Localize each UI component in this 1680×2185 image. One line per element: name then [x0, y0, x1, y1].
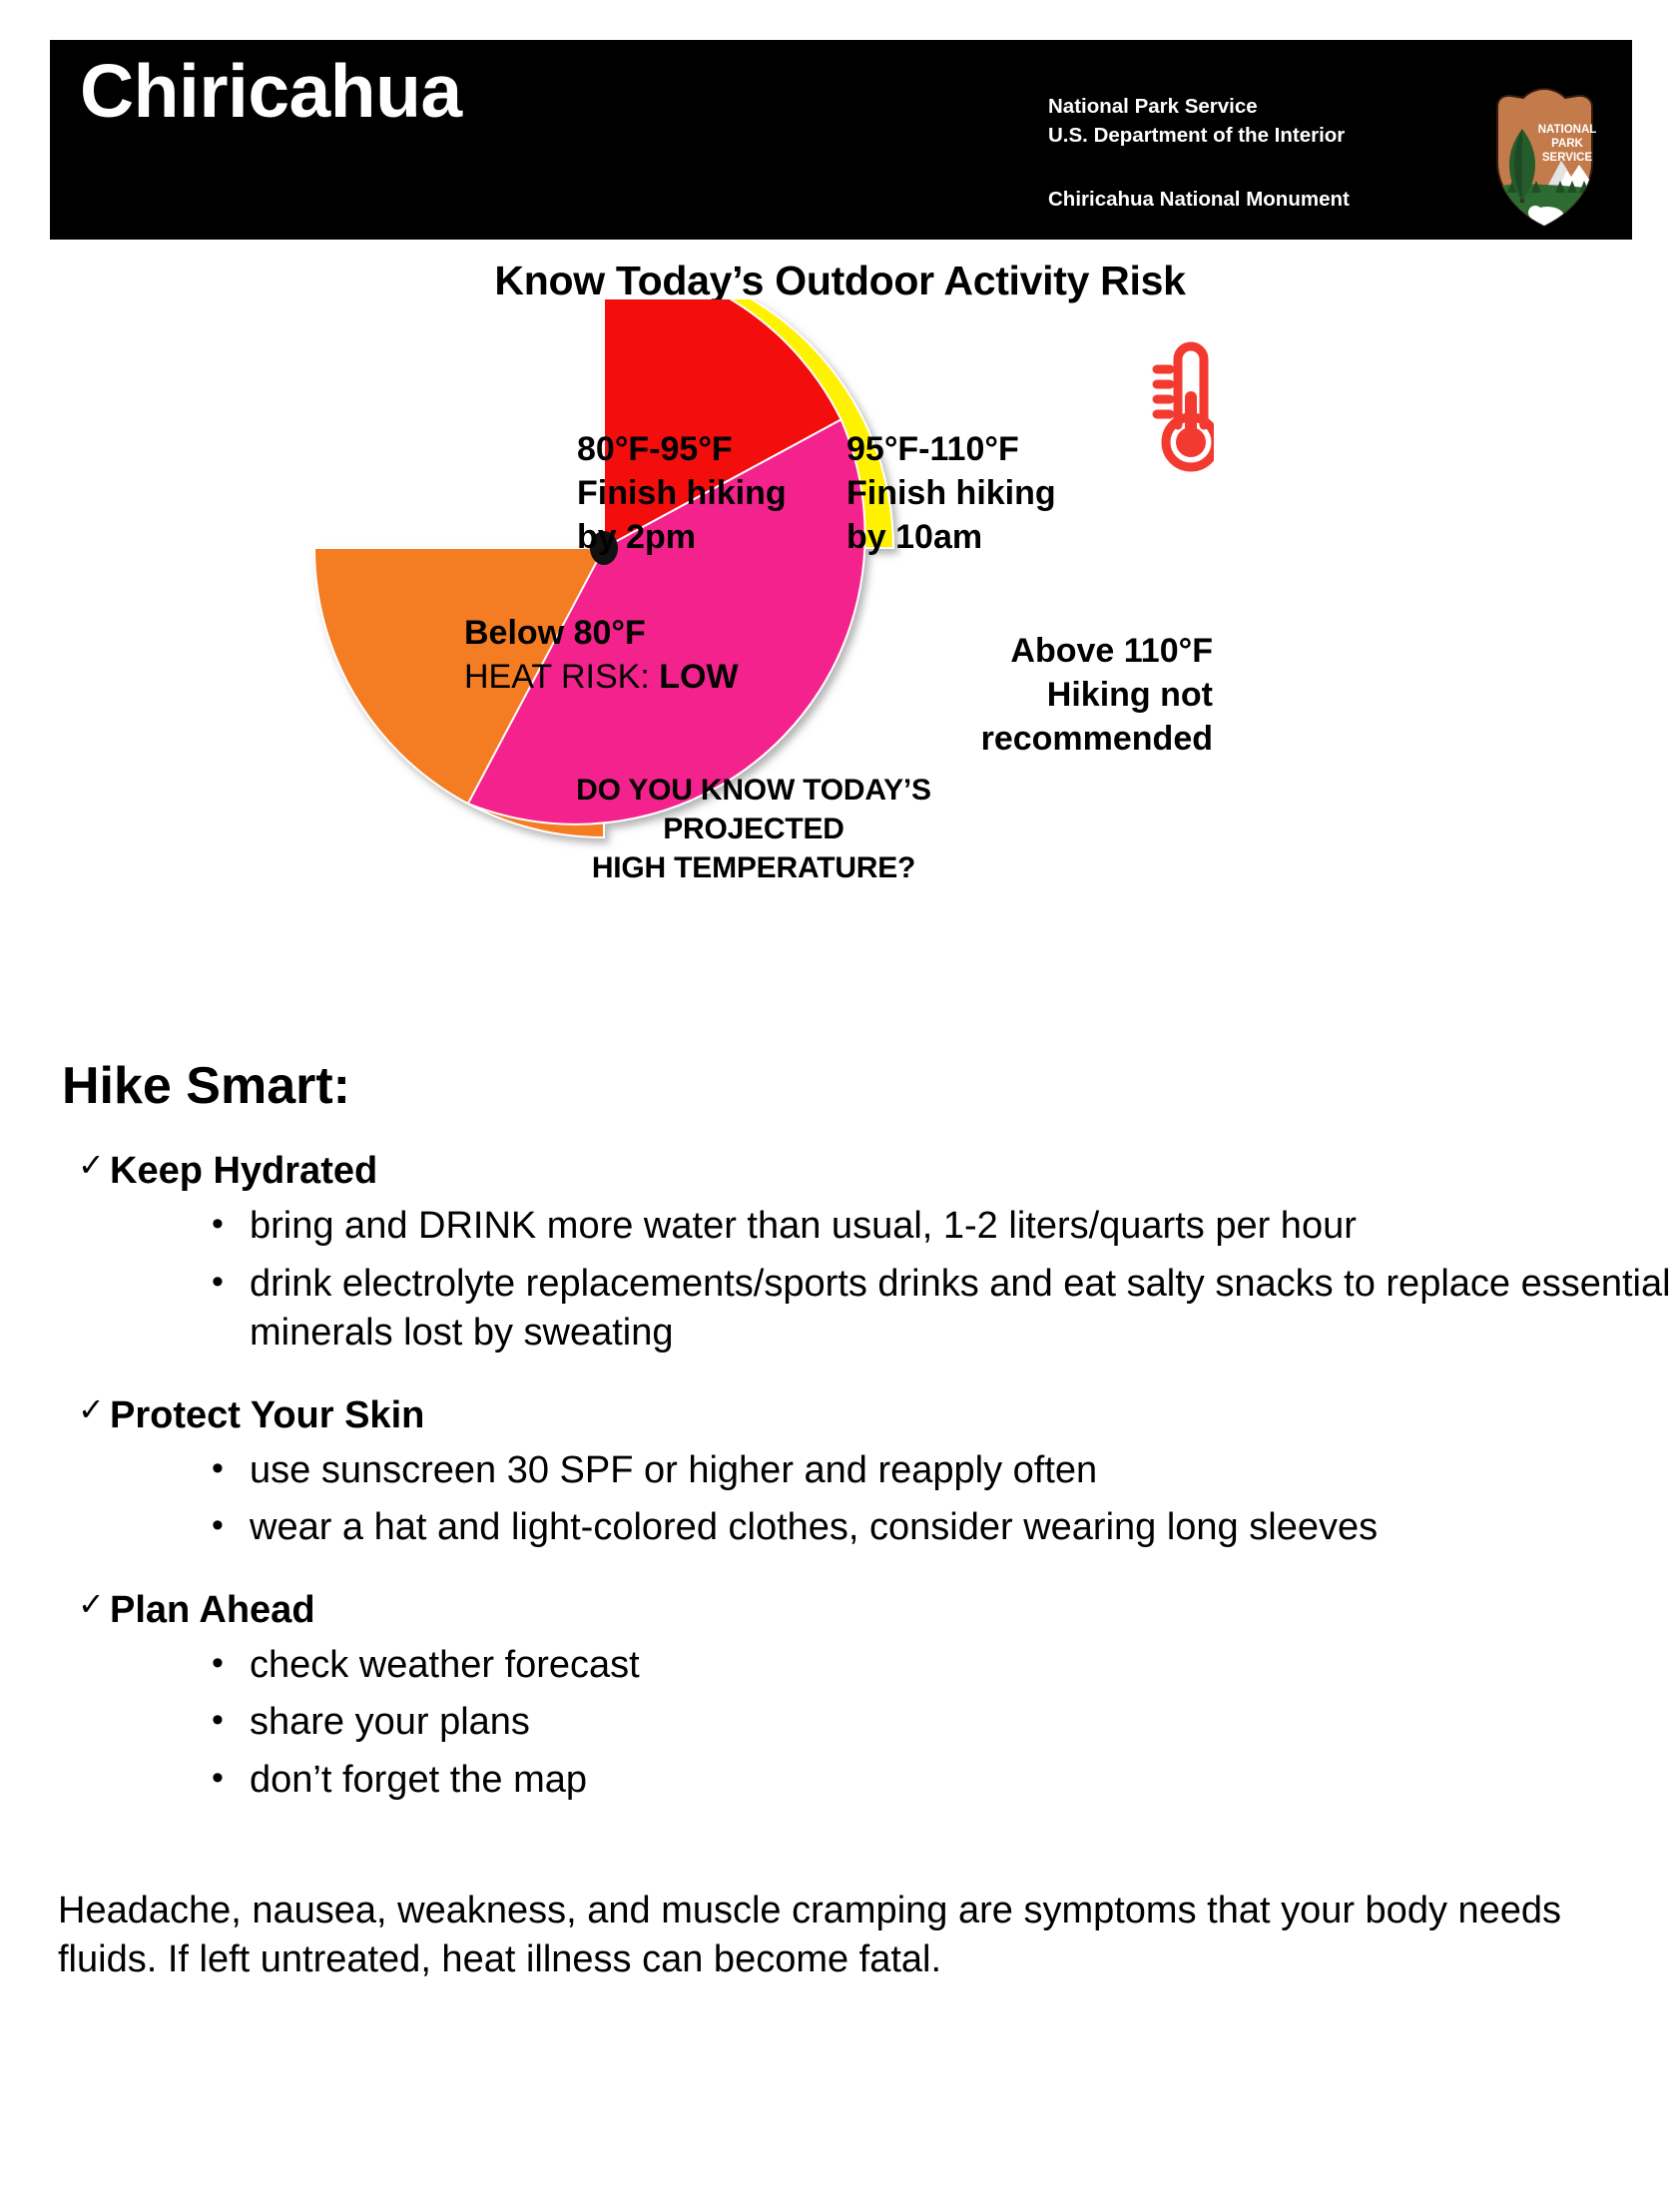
list-item-text: check weather forecast — [250, 1644, 640, 1687]
list-item — [0, 1446, 1680, 1495]
segment-risk-below-80 — [464, 655, 739, 699]
list-item-text: don’t forget the map — [250, 1758, 587, 1801]
thermometer-icon — [1124, 339, 1214, 479]
nps-header-band — [50, 40, 1632, 240]
check-icon: ✓ — [78, 1585, 105, 1622]
agency-identifier — [1048, 92, 1345, 150]
list-item — [0, 1202, 1680, 1251]
list-item-text: drink electrolyte replacements/sports drinks and eat salty snacks to replace essential minerals lost by sweating — [250, 1262, 1671, 1355]
bullet-icon: • — [212, 1506, 224, 1545]
segment-label-below-80 — [464, 611, 739, 699]
tip-group-title-text: Keep Hydrated — [110, 1150, 378, 1192]
wheel-caption-line3: HIGH TEMPERATURE? — [591, 851, 916, 884]
infographic-title: Know Today’s Outdoor Activity Risk — [494, 258, 1186, 303]
segment-range-95-110: 95°F-110°F — [846, 430, 1019, 468]
segment-label-above-110 — [923, 629, 1213, 762]
check-icon: ✓ — [78, 1147, 105, 1183]
tip-group-keep-hydrated — [0, 1148, 1680, 1359]
segment-range-80-95: 80°F-95°F — [577, 430, 733, 468]
wheel-caption-line1: DO YOU KNOW TODAY’S — [576, 774, 931, 807]
segment-range-below-80: Below 80°F — [464, 614, 646, 652]
list-item — [0, 1698, 1680, 1747]
bullet-icon: • — [212, 1448, 224, 1487]
list-item-text: bring and DRINK more water than usual, 1-2 liters/quarts per hour — [250, 1205, 1357, 1248]
bullet-icon: • — [212, 1758, 224, 1797]
tip-group-protect-your-skin — [0, 1392, 1680, 1553]
segment-risk-level: LOW — [659, 658, 739, 697]
list-item — [0, 1641, 1680, 1690]
agency-line-department-of-interior: U.S. Department of the Interior — [1048, 124, 1346, 148]
closing-paragraph: Headache, nausea, weakness, and muscle cramping are symptoms that your body needs fluids. If left untreated, heat illness can become fatal. — [58, 1890, 1562, 1981]
nps-arrowhead-logo — [1487, 85, 1602, 230]
agency-line-national-park-service: National Park Service — [1048, 95, 1258, 118]
segment-advice2-above-110: recommended — [980, 720, 1213, 759]
bullet-icon: • — [212, 1262, 224, 1301]
segment-advice1-95-110: Finish hiking — [846, 474, 1056, 513]
wheel-caption-line2: PROJECTED — [663, 813, 844, 845]
bullet-icon: • — [212, 1205, 224, 1244]
tip-group-title-text: Protect Your Skin — [110, 1393, 425, 1436]
logo-text-service: SERVICE — [1541, 152, 1593, 164]
bullet-icon: • — [212, 1644, 224, 1683]
segment-label-95-110 — [846, 427, 1056, 560]
hike-smart-heading: Hike Smart: — [62, 1057, 350, 1115]
check-icon: ✓ — [78, 1390, 105, 1427]
list-item — [0, 1503, 1680, 1552]
heat-risk-wheel — [299, 299, 1388, 1018]
segment-risk-caption: HEAT RISK: — [464, 658, 650, 697]
park-unit-name: Chiricahua National Monument — [1048, 188, 1350, 211]
wheel-caption — [454, 771, 1053, 887]
list-item-text: wear a hat and light-colored clothes, consider wearing long sleeves — [250, 1506, 1379, 1549]
list-item-text: use sunscreen 30 SPF or higher and reapply often — [250, 1448, 1098, 1491]
tip-group-title — [0, 1587, 1680, 1633]
logo-text-national: NATIONAL — [1537, 124, 1597, 136]
list-item — [0, 1756, 1680, 1805]
tip-group-title — [0, 1392, 1680, 1438]
hike-smart-tips — [0, 1148, 1680, 1839]
list-item-text: share your plans — [250, 1701, 530, 1744]
bullet-icon: • — [212, 1701, 224, 1740]
segment-advice1-80-95: Finish hiking — [577, 474, 787, 513]
segment-label-80-95 — [577, 427, 787, 560]
segment-advice1-above-110: Hiking not — [1046, 676, 1213, 715]
segment-advice2-95-110: by 10am — [846, 518, 983, 557]
page-title: Chiricahua — [80, 49, 462, 133]
segment-advice2-80-95: by 2pm — [577, 518, 697, 557]
list-item — [0, 1260, 1680, 1359]
logo-text-park: PARK — [1551, 138, 1583, 150]
segment-range-above-110: Above 110°F — [1010, 632, 1213, 670]
tip-group-plan-ahead — [0, 1587, 1680, 1806]
tip-group-title — [0, 1148, 1680, 1194]
tip-group-title-text: Plan Ahead — [110, 1588, 315, 1631]
